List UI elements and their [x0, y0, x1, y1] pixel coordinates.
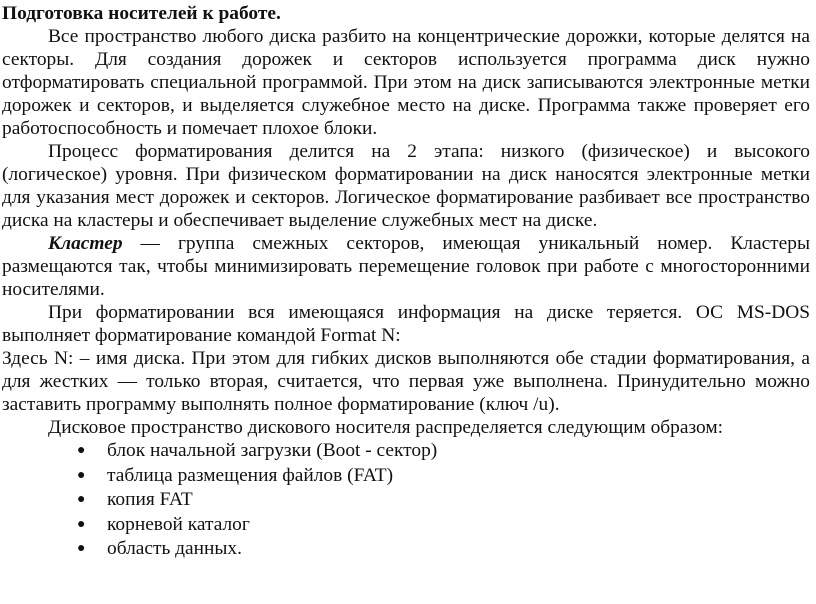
paragraph-disk-name: Здесь N: – имя диска. При этом для гибких дисков выполняются обе стадии форматирования, а для жестких — только вторая, считается, что первая уже выполнена. Принудительно можно заставить программу выполнять полное форматирование (ключ /u). [2, 348, 810, 415]
list-item [77, 537, 810, 562]
list-item-text: корневой каталог [107, 513, 250, 535]
list-item [77, 439, 810, 464]
bullet-icon: ● [77, 516, 86, 532]
list-item [77, 513, 810, 538]
paragraph-cluster [2, 232, 810, 301]
paragraph-disk-structure: Все пространство любого диска разбито на концентрические дорожки, которые делятся на секторы. Для создания дорожек и секторов используется программа диск нужно отформатировать специальной программой. При этом на диск записываются электронные метки дорожек и секторов, и выделяется служебное место на диске. Программа также проверяет его работоспособность и помечает плохое блоки. [2, 26, 810, 139]
cluster-term: Кластер [48, 233, 123, 254]
bullet-icon: ● [77, 443, 86, 458]
cluster-definition: — группа смежных секторов, имеющая уникальный номер. Кластеры размещаются так, чтобы минимизировать перемещение головок при работе с многосторонними носителями. [2, 233, 810, 300]
list-item-text: таблица размещения файлов (FAT) [107, 464, 394, 486]
document-title: Подготовка носителей к работе. [2, 3, 281, 24]
paragraph-formatting-stages: Процесс форматирования делится на 2 этапа: низкого (физическое) и высокого (логическое) уровня. При физическом форматировании на диск наносятся электронные метки для указания мест дорожек и секторов. Логическое форматирование разбивает все пространство диска на кластеры и обеспечивает выделение служебных мест на диске. [2, 141, 810, 231]
list-item [77, 464, 810, 489]
list-item-text: блок начальной загрузки (Boot - сектор) [107, 440, 438, 461]
bullet-icon: ● [77, 467, 86, 483]
paragraph-format-command: При форматировании вся имеющаяся информация на диске теряется. ОС MS-DOS выполняет форматирование командой Format N: [2, 302, 810, 346]
list-item [77, 488, 810, 513]
paragraph-disk-space: Дисковое пространство дискового носителя распределяется следующим образом: [48, 417, 724, 438]
list-item-text: область данных. [107, 538, 242, 559]
bullet-icon: ● [77, 541, 86, 556]
disk-areas-list [2, 439, 810, 562]
bullet-icon: ● [77, 492, 86, 507]
list-item-text: копия FAT [107, 489, 193, 510]
